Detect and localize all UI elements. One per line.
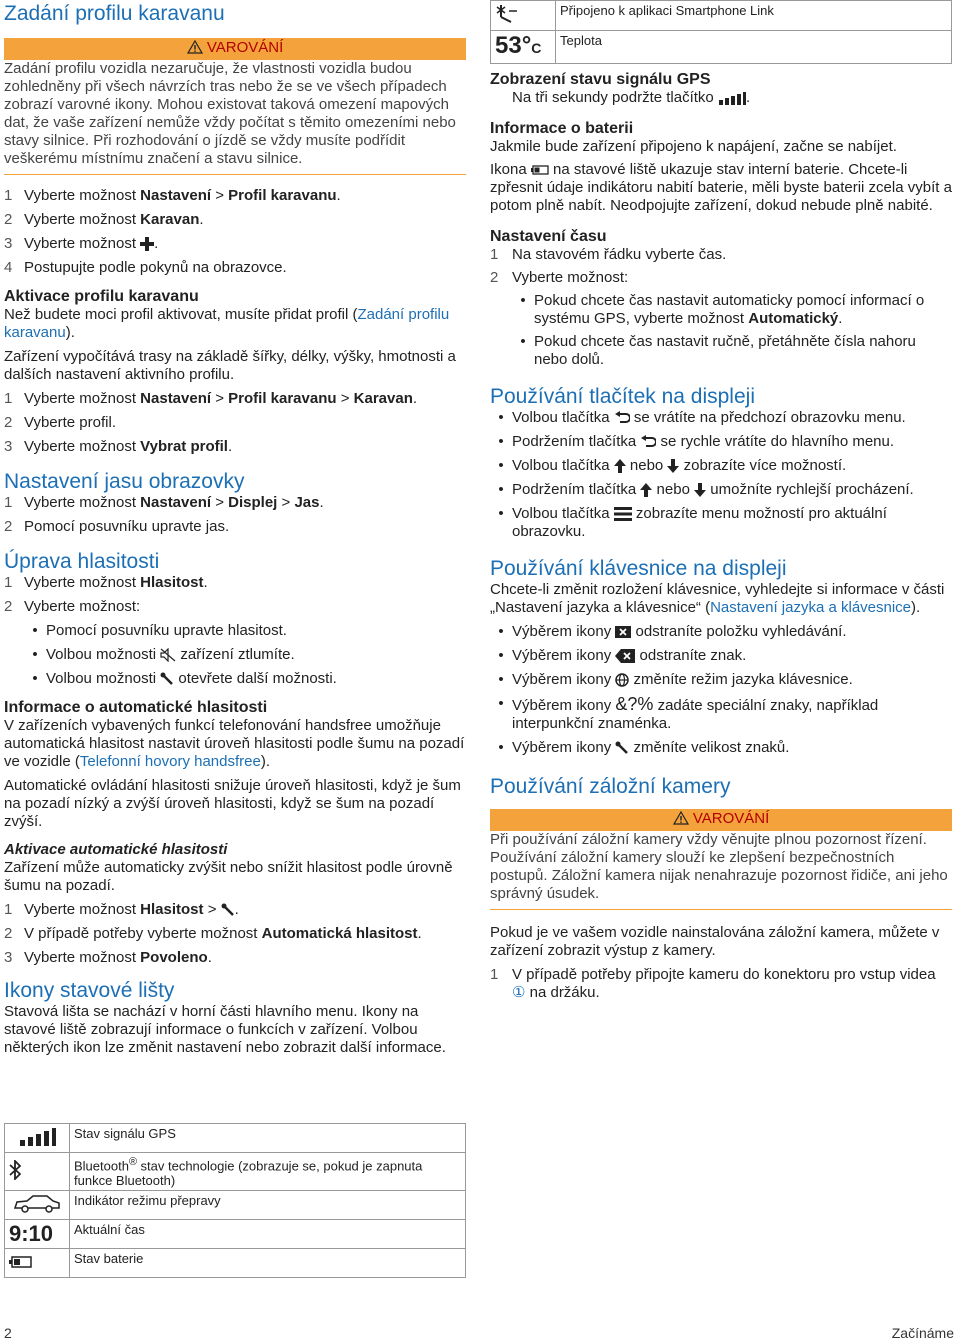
heading-keyboard: Používání klávesnice na displeji: [490, 557, 787, 580]
gps-signal-icon: [17, 1127, 57, 1147]
warning-text: Zadání profilu vozidla nezaručuje, že vlastnosti vozidla budou zohledněny při všech návrzích tras nebo že se ve všech případech zobrazí varovné ikony. Mohou existovat taková omezení mapových dat, že vaše zařízení nemůže vždy počítat s těmito omezeními nebo stavy silnice. Při rozhodování o jízdě se vždy musíte podřídit veškerému místnímu značení a stavu silnice.: [4, 60, 466, 175]
step: 4 Postupujte podle pokynů na obrazovce.: [4, 259, 287, 276]
heading-brightness: Nastavení jasu obrazovky: [4, 470, 245, 493]
paragraph: Zařízení vypočítává trasy na základě šířky, délky, výšky, hmotnosti a dalších nastavení aktivního profilu.: [4, 348, 456, 383]
left-column: [4, 0, 466, 1057]
paragraph: Než budete moci profil aktivovat, musíte přidat profil (Zadání profilu karavanu).: [4, 306, 450, 341]
list-item: • Pokud chcete čas nastavit automaticky pomocí informací o systému GPS, vyberte možnost Automatický.: [520, 292, 925, 327]
warning-icon: [673, 811, 689, 825]
heading-camera: Používání záložní kamery: [490, 775, 731, 798]
status-icon-table: [4, 1123, 466, 1278]
link-handsfree[interactable]: Telefonní hovory handsfree: [79, 753, 261, 770]
list-item: • Volbou tlačítka se vrátíte na předchozí obrazovku menu.: [498, 409, 906, 426]
smartphone-link-icon: [495, 3, 521, 25]
table-cell: Indikátor režimu přepravy: [70, 1191, 466, 1220]
heading-time: Nastavení času: [490, 228, 607, 245]
back-icon: [640, 435, 656, 449]
step: 1 Vyberte možnost Hlasitost > .: [4, 901, 239, 918]
step: 1 Vyberte možnost Nastavení > Profil karavanu > Karavan.: [4, 390, 418, 407]
special-chars-icon: &?%: [615, 694, 654, 714]
wrench-icon: [160, 672, 174, 686]
table-cell: Stav baterie: [70, 1249, 466, 1278]
heading-profile: Zadání profilu karavanu: [4, 2, 225, 25]
heading-activate-profile: Aktivace profilu karavanu: [4, 288, 199, 305]
list-item: • Volbou tlačítka nebo zobrazíte více možností.: [498, 457, 847, 474]
link-profile[interactable]: Zadání profilu karavanu: [4, 306, 450, 341]
language-globe-icon: [615, 673, 629, 687]
list-item: • Výběrem ikony změníte režim jazyka klávesnice.: [498, 671, 853, 688]
plus-icon: [140, 237, 154, 251]
list-item: • Výběrem ikony odstraníte položku vyhledávání.: [498, 623, 847, 640]
list-item: • Výběrem ikony změníte velikost znaků.: [498, 739, 790, 756]
clear-search-icon: [615, 625, 631, 639]
step: 1 Na stavovém řádku vyberte čas.: [490, 246, 727, 263]
paragraph: Ikona na stavové liště ukazuje stav interní baterie. Chcete-li zpřesnit údaje indikátoru nabití baterie, měli byste baterii zcela vybít a potom plně nabít. Neodpojujte zařízení, dokud nebude plně nabité.: [490, 161, 952, 214]
paragraph: Chcete-li změnit rozložení klávesnice, vyhledejte si informace v části „Nastavení jazyka a klávesnice“ (Nastavení jazyka a klávesnice).: [490, 581, 945, 616]
table-cell: Aktuální čas: [70, 1220, 466, 1249]
gps-signal-icon: [718, 91, 746, 105]
paragraph: Automatické ovládání hlasitosti snižuje úroveň hlasitosti, když je šum na pozadí nízký a zvýší úroveň hlasitosti, když se šum na pozadí zvýší.: [4, 777, 461, 830]
table-cell: Připojeno k aplikaci Smartphone Link: [556, 1, 952, 31]
table-cell: Stav signálu GPS: [70, 1124, 466, 1153]
step: 2 Pomocí posuvníku upravte jas.: [4, 518, 230, 535]
heading-volume: Úprava hlasitosti: [4, 550, 160, 573]
heading-battery: Informace o baterii: [490, 120, 634, 137]
bluetooth-icon: [9, 1160, 21, 1180]
step: 2 Vyberte profil.: [4, 414, 116, 431]
table-cell: Teplota: [556, 31, 952, 64]
step: 2 Vyberte možnost:: [490, 269, 629, 286]
list-item: • Výběrem ikony odstraníte znak.: [498, 647, 747, 664]
backspace-icon: [615, 649, 635, 663]
heading-autovolume-activate: Aktivace automatické hlasitosti: [4, 841, 228, 858]
heading-statusbar: Ikony stavové lišty: [4, 979, 175, 1002]
step: 2 V případě potřeby vyberte možnost Automatická hlasitost.: [4, 925, 422, 942]
step: 1 V případě potřeby připojte kameru do konektoru pro vstup videa ① na držáku.: [490, 966, 936, 1001]
paragraph: Jakmile bude zařízení připojeno k napájení, začne se nabíjet.: [490, 138, 897, 155]
warning-banner: [490, 809, 952, 831]
arrow-up-icon: [614, 459, 626, 473]
list-item: • Pomocí posuvníku upravte hlasitost.: [32, 622, 287, 639]
arrow-up-icon: [640, 483, 652, 497]
list-item: • Volbou tlačítka zobrazíte menu možností pro aktuální obrazovku.: [498, 505, 887, 540]
right-column: [490, 70, 952, 1002]
clock-icon: 9:10: [9, 1221, 54, 1247]
arrow-down-icon: [667, 459, 679, 473]
paragraph: Pokud je ve vašem vozidle nainstalována záložní kamera, můžete v zařízení zobrazit výstup z kamery.: [490, 924, 940, 959]
list-item: • Volbou možnosti otevřete další možnosti.: [32, 670, 337, 687]
paragraph: Na tři sekundy podržte tlačítko .: [512, 89, 751, 106]
page-number: 2: [4, 1325, 12, 1341]
menu-icon: [614, 507, 632, 521]
mute-icon: [160, 648, 176, 662]
list-item: • Podržením tlačítka se rychle vrátíte do hlavního menu.: [498, 433, 895, 450]
car-mode-icon: [13, 1194, 61, 1214]
paragraph: Stavová lišta se nachází v horní části hlavního menu. Ikony na stavové liště zobrazují informace o funkcích v zařízení. Volbou některých ikon lze změnit nastavení nebo zobrazit další informace.: [4, 1003, 446, 1056]
link-language-keyboard[interactable]: Nastavení jazyka a klávesnice: [710, 599, 912, 616]
step: 3 Vyberte možnost Povoleno.: [4, 949, 212, 966]
heading-buttons: Používání tlačítek na displeji: [490, 385, 755, 408]
warning-text: Při používání záložní kamery vždy věnujte plnou pozornost řízení. Používání záložní kamery slouží ke zlepšení bezpečnostních postupů. Záložní kamera nijak nenahrazuje pozornost řidiče, ani jeho správný úsudek.: [490, 831, 952, 910]
paragraph: V zařízeních vybavených funkcí telefonování handsfree umožňuje automatická hlasitost nastavit úroveň hlasitosti podle šumu na pozadí ve vozidle (Telefonní hovory handsfree).: [4, 717, 465, 770]
step: 1 Vyberte možnost Nastavení > Displej > Jas.: [4, 494, 324, 511]
step: 1 Vyberte možnost Nastavení > Profil karavanu.: [4, 187, 341, 204]
back-icon: [614, 411, 630, 425]
step: 3 Vyberte možnost Vybrat profil.: [4, 438, 233, 455]
arrow-down-icon: [694, 483, 706, 497]
wrench-icon: [221, 903, 235, 917]
section-name: Začínáme: [891, 1325, 954, 1341]
battery-icon: [9, 1255, 33, 1269]
heading-autovolume: Informace o automatické hlasitosti: [4, 699, 268, 716]
heading-gps: Zobrazení stavu signálu GPS: [490, 71, 711, 88]
callout-number: ①: [512, 984, 526, 1001]
list-item: • Výběrem ikony &?% zadáte speciální znaky, například interpunkční znaménka.: [498, 694, 879, 732]
list-item: • Volbou možnosti zařízení ztlumíte.: [32, 646, 295, 663]
table-cell: Bluetooth® stav technologie (zobrazuje se, pokud je zapnuta funkce Bluetooth): [70, 1153, 466, 1191]
shift-icon: [615, 741, 629, 755]
paragraph: Zařízení může automaticky zvýšit nebo snížit hlasitost podle úrovně šumu na pozadí.: [4, 859, 453, 894]
warning-icon: [187, 40, 203, 54]
step: 3 Vyberte možnost .: [4, 235, 159, 252]
temperature-icon: 53°C: [495, 32, 542, 59]
step: 1 Vyberte možnost Hlasitost.: [4, 574, 208, 591]
status-icon-table-continued: [490, 0, 952, 64]
step: 2 Vyberte možnost:: [4, 598, 141, 615]
battery-icon: [531, 165, 549, 175]
list-item: • Podržením tlačítka nebo umožníte rychlejší procházení.: [498, 481, 914, 498]
warning-title: VAROVÁNÍ: [692, 810, 770, 827]
list-item: • Pokud chcete čas nastavit ručně, přetáhněte čísla nahoru nebo dolů.: [520, 333, 916, 368]
warning-banner: [4, 38, 466, 60]
step: 2 Vyberte možnost Karavan.: [4, 211, 204, 228]
warning-title: VAROVÁNÍ: [206, 39, 284, 56]
